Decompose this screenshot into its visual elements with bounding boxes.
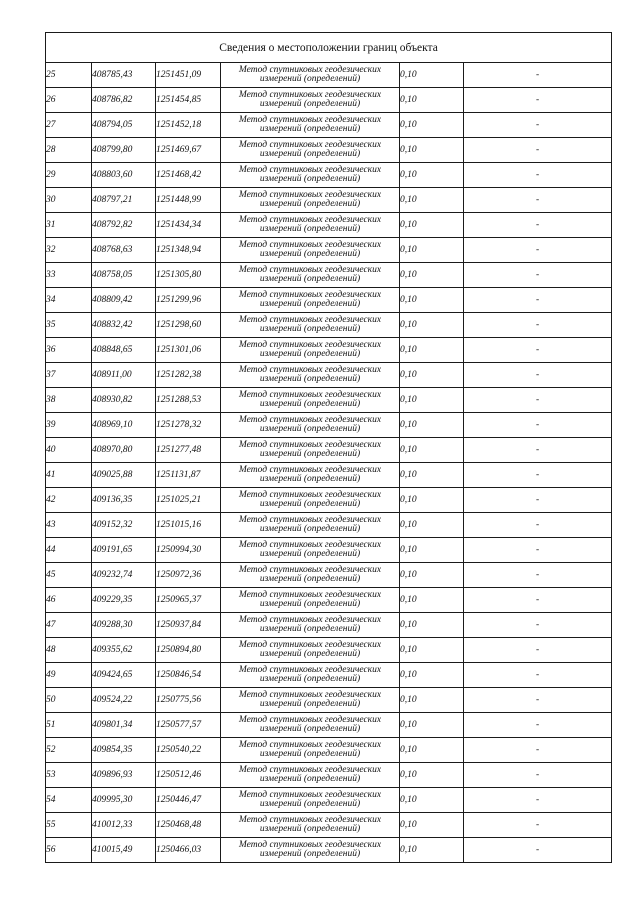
method-cell xyxy=(221,363,400,388)
x-coordinate-cell: 409191,65 xyxy=(92,538,156,563)
point-number-cell: 31 xyxy=(46,213,92,238)
table-row xyxy=(46,88,612,113)
point-number-cell: 32 xyxy=(46,238,92,263)
accuracy-cell: 0,10 xyxy=(400,538,464,563)
method-cell xyxy=(221,663,400,688)
point-number-cell: 45 xyxy=(46,563,92,588)
accuracy-cell: 0,10 xyxy=(400,338,464,363)
y-coordinate-cell: 1250577,57 xyxy=(156,713,221,738)
x-coordinate-cell: 408930,82 xyxy=(92,388,156,413)
table-title: Сведения о местоположении границ объекта xyxy=(46,33,612,63)
y-coordinate-cell: 1251448,99 xyxy=(156,188,221,213)
description-cell: - xyxy=(464,138,612,163)
method-cell xyxy=(221,338,400,363)
y-coordinate-cell: 1251305,80 xyxy=(156,263,221,288)
table-row xyxy=(46,588,612,613)
method-cell xyxy=(221,538,400,563)
method-cell xyxy=(221,838,400,863)
table-row xyxy=(46,413,612,438)
method-cell xyxy=(221,238,400,263)
description-cell: - xyxy=(464,638,612,663)
table-row xyxy=(46,263,612,288)
method-text-line-2: измерений (определений) xyxy=(259,299,361,309)
description-cell: - xyxy=(464,288,612,313)
accuracy-cell: 0,10 xyxy=(400,363,464,388)
x-coordinate-cell: 408848,65 xyxy=(92,338,156,363)
method-text-line-2: измерений (определений) xyxy=(259,99,361,109)
method-text-line-2: измерений (определений) xyxy=(259,749,361,759)
method-cell xyxy=(221,463,400,488)
method-text-line-2: измерений (определений) xyxy=(259,149,361,159)
accuracy-cell: 0,10 xyxy=(400,388,464,413)
y-coordinate-cell: 1250972,36 xyxy=(156,563,221,588)
x-coordinate-cell: 408799,80 xyxy=(92,138,156,163)
accuracy-cell: 0,10 xyxy=(400,263,464,288)
y-coordinate-cell: 1250846,54 xyxy=(156,663,221,688)
method-text-line-2: измерений (определений) xyxy=(259,824,361,834)
table-body xyxy=(46,33,612,863)
x-coordinate-cell: 408970,80 xyxy=(92,438,156,463)
table-row xyxy=(46,338,612,363)
title-row xyxy=(46,33,612,63)
description-cell: - xyxy=(464,538,612,563)
x-coordinate-cell: 409136,35 xyxy=(92,488,156,513)
point-number-cell: 50 xyxy=(46,688,92,713)
x-coordinate-cell: 409424,65 xyxy=(92,663,156,688)
y-coordinate-cell: 1250466,03 xyxy=(156,838,221,863)
point-number-cell: 53 xyxy=(46,763,92,788)
description-cell: - xyxy=(464,188,612,213)
x-coordinate-cell: 408911,00 xyxy=(92,363,156,388)
method-text-line-2: измерений (определений) xyxy=(259,524,361,534)
accuracy-cell: 0,10 xyxy=(400,163,464,188)
accuracy-cell: 0,10 xyxy=(400,313,464,338)
method-text-line-1: Метод спутниковых геодезических xyxy=(238,840,382,850)
method-text-line-2: измерений (определений) xyxy=(259,449,361,459)
table-row xyxy=(46,363,612,388)
point-number-cell: 39 xyxy=(46,413,92,438)
method-cell xyxy=(221,763,400,788)
description-cell: - xyxy=(464,513,612,538)
point-number-cell: 29 xyxy=(46,163,92,188)
x-coordinate-cell: 409995,30 xyxy=(92,788,156,813)
x-coordinate-cell: 409854,35 xyxy=(92,738,156,763)
method-text-line-2: измерений (определений) xyxy=(259,724,361,734)
method-cell xyxy=(221,313,400,338)
method-text-line-1: Метод спутниковых геодезических xyxy=(238,665,382,675)
table-row xyxy=(46,463,612,488)
x-coordinate-cell: 409229,35 xyxy=(92,588,156,613)
method-text-line-1: Метод спутниковых геодезических xyxy=(238,90,382,100)
y-coordinate-cell: 1250894,80 xyxy=(156,638,221,663)
x-coordinate-cell: 409801,34 xyxy=(92,713,156,738)
method-text-line-1: Метод спутниковых геодезических xyxy=(238,740,382,750)
accuracy-cell: 0,10 xyxy=(400,663,464,688)
y-coordinate-cell: 1251025,21 xyxy=(156,488,221,513)
method-text-line-2: измерений (определений) xyxy=(259,649,361,659)
method-text-line-1: Метод спутниковых геодезических xyxy=(238,765,382,775)
accuracy-cell: 0,10 xyxy=(400,638,464,663)
accuracy-cell: 0,10 xyxy=(400,563,464,588)
method-text-line-1: Метод спутниковых геодезических xyxy=(238,290,382,300)
accuracy-cell: 0,10 xyxy=(400,188,464,213)
method-text-line-2: измерений (определений) xyxy=(259,849,361,859)
method-cell xyxy=(221,688,400,713)
method-cell xyxy=(221,513,400,538)
description-cell: - xyxy=(464,488,612,513)
description-cell: - xyxy=(464,113,612,138)
y-coordinate-cell: 1251348,94 xyxy=(156,238,221,263)
description-cell: - xyxy=(464,713,612,738)
method-text-line-2: измерений (определений) xyxy=(259,324,361,334)
description-cell: - xyxy=(464,388,612,413)
table-row xyxy=(46,713,612,738)
y-coordinate-cell: 1251298,60 xyxy=(156,313,221,338)
method-text-line-2: измерений (определений) xyxy=(259,424,361,434)
description-cell: - xyxy=(464,88,612,113)
point-number-cell: 27 xyxy=(46,113,92,138)
point-number-cell: 37 xyxy=(46,363,92,388)
point-number-cell: 55 xyxy=(46,813,92,838)
description-cell: - xyxy=(464,238,612,263)
description-cell: - xyxy=(464,738,612,763)
accuracy-cell: 0,10 xyxy=(400,838,464,863)
method-text-line-1: Метод спутниковых геодезических xyxy=(238,165,382,175)
accuracy-cell: 0,10 xyxy=(400,488,464,513)
method-text-line-2: измерений (определений) xyxy=(259,674,361,684)
point-number-cell: 35 xyxy=(46,313,92,338)
description-cell: - xyxy=(464,588,612,613)
table-row xyxy=(46,538,612,563)
method-text-line-2: измерений (определений) xyxy=(259,474,361,484)
method-text-line-1: Метод спутниковых геодезических xyxy=(238,515,382,525)
table-row xyxy=(46,313,612,338)
y-coordinate-cell: 1251434,34 xyxy=(156,213,221,238)
method-text-line-1: Метод спутниковых геодезических xyxy=(238,540,382,550)
point-number-cell: 25 xyxy=(46,63,92,88)
y-coordinate-cell: 1251015,16 xyxy=(156,513,221,538)
description-cell: - xyxy=(464,838,612,863)
y-coordinate-cell: 1251469,67 xyxy=(156,138,221,163)
method-cell xyxy=(221,388,400,413)
x-coordinate-cell: 408794,05 xyxy=(92,113,156,138)
point-number-cell: 56 xyxy=(46,838,92,863)
accuracy-cell: 0,10 xyxy=(400,713,464,738)
point-number-cell: 26 xyxy=(46,88,92,113)
method-text-line-1: Метод спутниковых геодезических xyxy=(238,215,382,225)
point-number-cell: 40 xyxy=(46,438,92,463)
accuracy-cell: 0,10 xyxy=(400,113,464,138)
method-text-line-1: Метод спутниковых геодезических xyxy=(238,65,382,75)
method-cell xyxy=(221,438,400,463)
description-cell: - xyxy=(464,338,612,363)
method-text-line-2: измерений (определений) xyxy=(259,374,361,384)
method-text-line-2: измерений (определений) xyxy=(259,599,361,609)
x-coordinate-cell: 408803,60 xyxy=(92,163,156,188)
table-row xyxy=(46,138,612,163)
method-cell xyxy=(221,113,400,138)
table-row xyxy=(46,288,612,313)
y-coordinate-cell: 1251451,09 xyxy=(156,63,221,88)
method-cell xyxy=(221,263,400,288)
method-text-line-1: Метод спутниковых геодезических xyxy=(238,140,382,150)
description-cell: - xyxy=(464,563,612,588)
accuracy-cell: 0,10 xyxy=(400,813,464,838)
x-coordinate-cell: 408797,21 xyxy=(92,188,156,213)
description-cell: - xyxy=(464,763,612,788)
y-coordinate-cell: 1250994,30 xyxy=(156,538,221,563)
y-coordinate-cell: 1250446,47 xyxy=(156,788,221,813)
table-row xyxy=(46,813,612,838)
method-text-line-2: измерений (определений) xyxy=(259,549,361,559)
description-cell: - xyxy=(464,263,612,288)
method-text-line-2: измерений (определений) xyxy=(259,699,361,709)
x-coordinate-cell: 409152,32 xyxy=(92,513,156,538)
accuracy-cell: 0,10 xyxy=(400,738,464,763)
x-coordinate-cell: 409232,74 xyxy=(92,563,156,588)
accuracy-cell: 0,10 xyxy=(400,88,464,113)
method-text-line-2: измерений (определений) xyxy=(259,349,361,359)
x-coordinate-cell: 409025,88 xyxy=(92,463,156,488)
method-text-line-1: Метод спутниковых геодезических xyxy=(238,465,382,475)
method-text-line-2: измерений (определений) xyxy=(259,249,361,259)
method-cell xyxy=(221,713,400,738)
description-cell: - xyxy=(464,363,612,388)
table-row xyxy=(46,638,612,663)
method-text-line-2: измерений (определений) xyxy=(259,74,361,84)
method-text-line-1: Метод спутниковых геодезических xyxy=(238,790,382,800)
method-cell xyxy=(221,213,400,238)
method-cell xyxy=(221,738,400,763)
method-text-line-1: Метод спутниковых геодезических xyxy=(238,590,382,600)
accuracy-cell: 0,10 xyxy=(400,688,464,713)
table-row xyxy=(46,388,612,413)
point-number-cell: 38 xyxy=(46,388,92,413)
table-row xyxy=(46,63,612,88)
accuracy-cell: 0,10 xyxy=(400,463,464,488)
method-text-line-1: Метод спутниковых геодезических xyxy=(238,690,382,700)
x-coordinate-cell: 410015,49 xyxy=(92,838,156,863)
method-cell xyxy=(221,413,400,438)
accuracy-cell: 0,10 xyxy=(400,613,464,638)
method-cell xyxy=(221,88,400,113)
y-coordinate-cell: 1250512,46 xyxy=(156,763,221,788)
method-text-line-1: Метод спутниковых геодезических xyxy=(238,815,382,825)
y-coordinate-cell: 1251299,96 xyxy=(156,288,221,313)
description-cell: - xyxy=(464,688,612,713)
method-text-line-1: Метод спутниковых геодезических xyxy=(238,715,382,725)
point-number-cell: 41 xyxy=(46,463,92,488)
point-number-cell: 52 xyxy=(46,738,92,763)
y-coordinate-cell: 1251454,85 xyxy=(156,88,221,113)
y-coordinate-cell: 1251288,53 xyxy=(156,388,221,413)
y-coordinate-cell: 1250965,37 xyxy=(156,588,221,613)
table-row xyxy=(46,513,612,538)
point-number-cell: 43 xyxy=(46,513,92,538)
description-cell: - xyxy=(464,63,612,88)
method-text-line-1: Метод спутниковых геодезических xyxy=(238,490,382,500)
method-text-line-2: измерений (определений) xyxy=(259,124,361,134)
table-row xyxy=(46,488,612,513)
description-cell: - xyxy=(464,813,612,838)
method-text-line-1: Метод спутниковых геодезических xyxy=(238,265,382,275)
table-row xyxy=(46,788,612,813)
method-text-line-2: измерений (определений) xyxy=(259,774,361,784)
method-text-line-1: Метод спутниковых геодезических xyxy=(238,115,382,125)
method-text-line-1: Метод спутниковых геодезических xyxy=(238,315,382,325)
method-cell xyxy=(221,188,400,213)
table-row xyxy=(46,213,612,238)
table-row xyxy=(46,738,612,763)
method-cell xyxy=(221,63,400,88)
method-text-line-1: Метод спутниковых геодезических xyxy=(238,615,382,625)
method-text-line-2: измерений (определений) xyxy=(259,499,361,509)
point-number-cell: 28 xyxy=(46,138,92,163)
description-cell: - xyxy=(464,788,612,813)
description-cell: - xyxy=(464,663,612,688)
method-text-line-2: измерений (определений) xyxy=(259,624,361,634)
table-row xyxy=(46,238,612,263)
point-number-cell: 34 xyxy=(46,288,92,313)
method-cell xyxy=(221,163,400,188)
y-coordinate-cell: 1250468,48 xyxy=(156,813,221,838)
description-cell: - xyxy=(464,213,612,238)
accuracy-cell: 0,10 xyxy=(400,213,464,238)
y-coordinate-cell: 1251301,06 xyxy=(156,338,221,363)
method-text-line-2: измерений (определений) xyxy=(259,399,361,409)
method-cell xyxy=(221,613,400,638)
method-cell xyxy=(221,813,400,838)
method-text-line-1: Метод спутниковых геодезических xyxy=(238,565,382,575)
method-text-line-2: измерений (определений) xyxy=(259,224,361,234)
x-coordinate-cell: 409524,22 xyxy=(92,688,156,713)
accuracy-cell: 0,10 xyxy=(400,588,464,613)
x-coordinate-cell: 408969,10 xyxy=(92,413,156,438)
table-row xyxy=(46,163,612,188)
method-cell xyxy=(221,488,400,513)
table-row xyxy=(46,688,612,713)
description-cell: - xyxy=(464,438,612,463)
point-number-cell: 44 xyxy=(46,538,92,563)
y-coordinate-cell: 1250937,84 xyxy=(156,613,221,638)
description-cell: - xyxy=(464,463,612,488)
accuracy-cell: 0,10 xyxy=(400,788,464,813)
x-coordinate-cell: 408792,82 xyxy=(92,213,156,238)
x-coordinate-cell: 409355,62 xyxy=(92,638,156,663)
x-coordinate-cell: 410012,33 xyxy=(92,813,156,838)
point-number-cell: 36 xyxy=(46,338,92,363)
x-coordinate-cell: 408786,82 xyxy=(92,88,156,113)
method-text-line-2: измерений (определений) xyxy=(259,174,361,184)
table-row xyxy=(46,438,612,463)
method-text-line-1: Метод спутниковых геодезических xyxy=(238,440,382,450)
table-row xyxy=(46,663,612,688)
description-cell: - xyxy=(464,163,612,188)
y-coordinate-cell: 1251282,38 xyxy=(156,363,221,388)
accuracy-cell: 0,10 xyxy=(400,513,464,538)
method-cell xyxy=(221,288,400,313)
x-coordinate-cell: 409288,30 xyxy=(92,613,156,638)
y-coordinate-cell: 1251278,32 xyxy=(156,413,221,438)
method-text-line-2: измерений (определений) xyxy=(259,274,361,284)
table-row xyxy=(46,563,612,588)
method-text-line-1: Метод спутниковых геодезических xyxy=(238,240,382,250)
accuracy-cell: 0,10 xyxy=(400,763,464,788)
point-number-cell: 51 xyxy=(46,713,92,738)
point-number-cell: 54 xyxy=(46,788,92,813)
boundary-coordinates-table xyxy=(45,32,612,863)
accuracy-cell: 0,10 xyxy=(400,63,464,88)
method-text-line-1: Метод спутниковых геодезических xyxy=(238,640,382,650)
point-number-cell: 49 xyxy=(46,663,92,688)
y-coordinate-cell: 1250775,56 xyxy=(156,688,221,713)
table-row xyxy=(46,188,612,213)
accuracy-cell: 0,10 xyxy=(400,238,464,263)
accuracy-cell: 0,10 xyxy=(400,138,464,163)
x-coordinate-cell: 409896,93 xyxy=(92,763,156,788)
y-coordinate-cell: 1251277,48 xyxy=(156,438,221,463)
point-number-cell: 46 xyxy=(46,588,92,613)
accuracy-cell: 0,10 xyxy=(400,438,464,463)
method-cell xyxy=(221,588,400,613)
y-coordinate-cell: 1251131,87 xyxy=(156,463,221,488)
y-coordinate-cell: 1250540,22 xyxy=(156,738,221,763)
x-coordinate-cell: 408832,42 xyxy=(92,313,156,338)
method-cell xyxy=(221,788,400,813)
table-row xyxy=(46,613,612,638)
method-text-line-1: Метод спутниковых геодезических xyxy=(238,340,382,350)
description-cell: - xyxy=(464,613,612,638)
point-number-cell: 47 xyxy=(46,613,92,638)
x-coordinate-cell: 408809,42 xyxy=(92,288,156,313)
method-text-line-2: измерений (определений) xyxy=(259,199,361,209)
point-number-cell: 48 xyxy=(46,638,92,663)
method-text-line-1: Метод спутниковых геодезических xyxy=(238,390,382,400)
y-coordinate-cell: 1251452,18 xyxy=(156,113,221,138)
y-coordinate-cell: 1251468,42 xyxy=(156,163,221,188)
document-page xyxy=(45,32,611,872)
method-text-line-1: Метод спутниковых геодезических xyxy=(238,415,382,425)
table-row xyxy=(46,838,612,863)
x-coordinate-cell: 408785,43 xyxy=(92,63,156,88)
x-coordinate-cell: 408768,63 xyxy=(92,238,156,263)
accuracy-cell: 0,10 xyxy=(400,288,464,313)
point-number-cell: 30 xyxy=(46,188,92,213)
description-cell: - xyxy=(464,413,612,438)
method-cell xyxy=(221,563,400,588)
point-number-cell: 42 xyxy=(46,488,92,513)
method-cell xyxy=(221,638,400,663)
method-text-line-1: Метод спутниковых геодезических xyxy=(238,190,382,200)
method-text-line-1: Метод спутниковых геодезических xyxy=(238,365,382,375)
description-cell: - xyxy=(464,313,612,338)
method-text-line-2: измерений (определений) xyxy=(259,799,361,809)
method-cell xyxy=(221,138,400,163)
method-text-line-2: измерений (определений) xyxy=(259,574,361,584)
point-number-cell: 33 xyxy=(46,263,92,288)
x-coordinate-cell: 408758,05 xyxy=(92,263,156,288)
accuracy-cell: 0,10 xyxy=(400,413,464,438)
table-row xyxy=(46,113,612,138)
table-row xyxy=(46,763,612,788)
